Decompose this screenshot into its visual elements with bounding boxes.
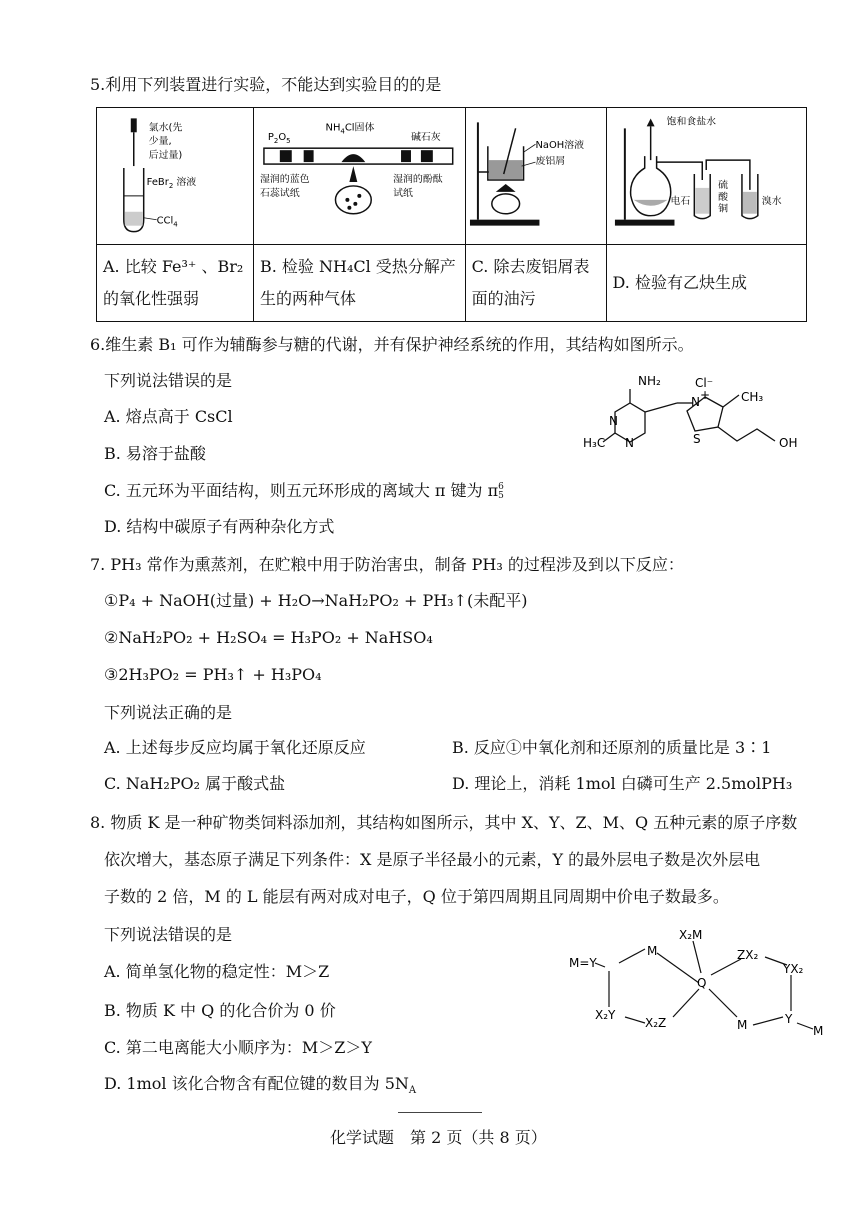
q8-option-d: D. 1mol 该化合物含有配位键的数目为 $5N_A$ <box>104 1074 417 1097</box>
q5-stem: 5.利用下列装置进行实验，不能达到实验目的的是 <box>90 75 442 94</box>
x2y-label: X₂Y <box>595 1008 616 1022</box>
figure-d <box>606 108 806 245</box>
q7-stem: 7. PH₃ 常作为熏蒸剂，在贮粮中用于防治害虫，制备 PH₃ 的过程涉及到以下反应： <box>90 555 684 574</box>
beaker-figure <box>466 108 606 244</box>
yx2-label: YX₂ <box>783 962 804 976</box>
q7-option-c: C. NaH₂PO₂ 属于酸式盐 <box>104 774 286 793</box>
svg-text:FeBr2 溶液: FeBr$_2$ 溶液 <box>146 176 197 190</box>
m-eq-y-label: M=Y <box>569 956 597 970</box>
fig-c-label2: 废铝屑 <box>535 156 565 168</box>
q7-option-a: A. 上述每步反应均属于氧化还原反应 <box>104 738 366 757</box>
m3-label: M <box>813 1024 824 1038</box>
y2-label: Y <box>785 1012 793 1026</box>
q6-option-d: D. 结构中碳原子有两种杂化方式 <box>104 517 335 536</box>
fig-a-label2: 少量, <box>148 136 172 148</box>
q8-stem-line2: 依次增大，基态原子满足下列条件：X 是原子半径最小的元素，Y 的最外层电子数是次外层电 <box>104 850 761 869</box>
fig-b-soda-lime: 碱石灰 <box>410 132 441 144</box>
fig-a-febr2: FeBr <box>146 176 169 188</box>
q7-option-d: D. 理论上，消耗 1mol 白磷可生产 2.5molPH₃ <box>452 774 793 793</box>
x2m-label: X₂M <box>679 928 703 942</box>
q8-stem-line3: 子数的 2 倍，M 的 L 能层有两对成对电子，Q 位于第四周期且同周期中价电子数最多。 <box>104 887 729 906</box>
figure-b <box>253 108 465 245</box>
option-a-cell: A. 比较 Fe³⁺ 、Br₂ 的氧化性强弱 <box>97 245 254 322</box>
apparatus-table <box>96 107 807 322</box>
svg-text:CCl4: CCl$_4$ <box>156 215 178 229</box>
m1-label: M <box>647 944 658 958</box>
nh2-label: NH₂ <box>638 374 661 388</box>
q8-option-c: C. 第二电离能大小顺序为：M＞Z＞Y <box>104 1038 372 1057</box>
oh-label: OH <box>779 436 798 450</box>
compound-k-structure <box>565 925 837 1050</box>
fig-d-label3: 硫 <box>717 179 728 191</box>
q7-prompt: 下列说法正确的是 <box>104 703 233 722</box>
h3c-label: H₃C <box>583 436 606 450</box>
fig-b-right2: 试纸 <box>393 187 413 199</box>
figure-a <box>97 108 254 245</box>
fig-a-ccl4: CCl <box>156 215 174 227</box>
fig-b-right1: 湿润的酚酞 <box>393 173 443 185</box>
footer-divider <box>398 1112 482 1113</box>
fig-b-p2o5: P <box>267 132 274 144</box>
ring-n1: N <box>609 414 618 428</box>
fig-d-label4: 酸 <box>717 191 728 203</box>
page-footer: 化学试题 第 2 页（共 8 页） <box>330 1128 547 1147</box>
fig-d-label6: 溴水 <box>761 195 782 207</box>
q7-reaction-2: ②NaH₂PO₂ + H₂SO₄ = H₃PO₂ + NaHSO₄ <box>104 628 433 647</box>
fig-a-label1: 氯水(先 <box>148 122 183 134</box>
q6-prompt: 下列说法错误的是 <box>104 371 233 390</box>
acetylene-figure <box>607 108 806 244</box>
svg-text:NH4Cl固体: $NH_4Cl$固体 <box>325 122 375 136</box>
q8-option-a: A. 简单氢化物的稳定性：M＞Z <box>104 962 330 981</box>
q8-option-b: B. 物质 K 中 Q 的化合价为 0 价 <box>104 1001 336 1020</box>
option-c-cell: C. 除去废铝屑表面的油污 <box>465 245 606 322</box>
q6-option-a: A. 熔点高于 CsCl <box>104 407 233 426</box>
q7-reaction-3: ③2H₃PO₂ = PH₃↑ + H₃PO₄ <box>104 665 322 684</box>
option-d-cell: D. 检验有乙炔生成 <box>606 245 806 322</box>
m2-label: M <box>737 1018 748 1032</box>
ring-n2: N <box>625 436 634 450</box>
x2z-label: X₂Z <box>645 1016 667 1030</box>
fig-b-nh4cl: NH <box>325 122 341 134</box>
option-b-cell: B. 检验 NH₄Cl 受热分解产生的两种气体 <box>253 245 465 322</box>
q7-reaction-1: ①P₄ + NaOH(过量) + H₂O→NaH₂PO₂ + PH₃↑(未配平) <box>104 591 528 610</box>
fig-c-label1: NaOH溶液 <box>535 140 584 152</box>
q6-option-b: B. 易溶于盐酸 <box>104 444 206 463</box>
ch3-label: CH₃ <box>741 390 764 404</box>
plus-label: + <box>700 388 711 402</box>
fig-d-label2: 电石 <box>670 195 690 207</box>
fig-d-label5: 铜 <box>717 203 728 215</box>
fig-b-left2: 石蕊试纸 <box>259 187 300 199</box>
q8-stem-line1: 8. 物质 K 是一种矿物类饲料添加剂，其结构如图所示，其中 X、Y、Z、M、Q 五种元素的原子序数 <box>90 813 798 832</box>
test-tube-figure <box>97 108 253 244</box>
sulfur-label: S <box>693 432 701 446</box>
q8-prompt: 下列说法错误的是 <box>104 925 233 944</box>
heating-tube-figure <box>254 108 465 244</box>
chloride-label: Cl⁻ <box>695 376 714 390</box>
vitamin-b1-structure <box>575 365 825 475</box>
q6-option-c: C. 五元环为平面结构，则五元环形成的离域大 π 键为 π 6 5 <box>104 481 504 501</box>
fig-b-left1: 湿润的蓝色 <box>259 173 310 185</box>
q-center-label: Q <box>697 976 707 990</box>
fig-a-label3: 后过量) <box>148 150 183 162</box>
q6-stem: 6.维生素 B₁ 可作为辅酶参与糖的代谢，并有保护神经系统的作用，其结构如图所示。 <box>90 335 694 354</box>
fig-d-label1: 饱和食盐水 <box>666 116 716 128</box>
svg-text:P2O5: $P_2O_5$ <box>267 132 291 146</box>
figure-c <box>465 108 606 245</box>
q7-option-b: B. 反应①中氧化剂和还原剂的质量比是 3∶1 <box>452 738 772 757</box>
zx2-label: ZX₂ <box>737 948 759 962</box>
thiazole-n: N <box>691 395 700 409</box>
